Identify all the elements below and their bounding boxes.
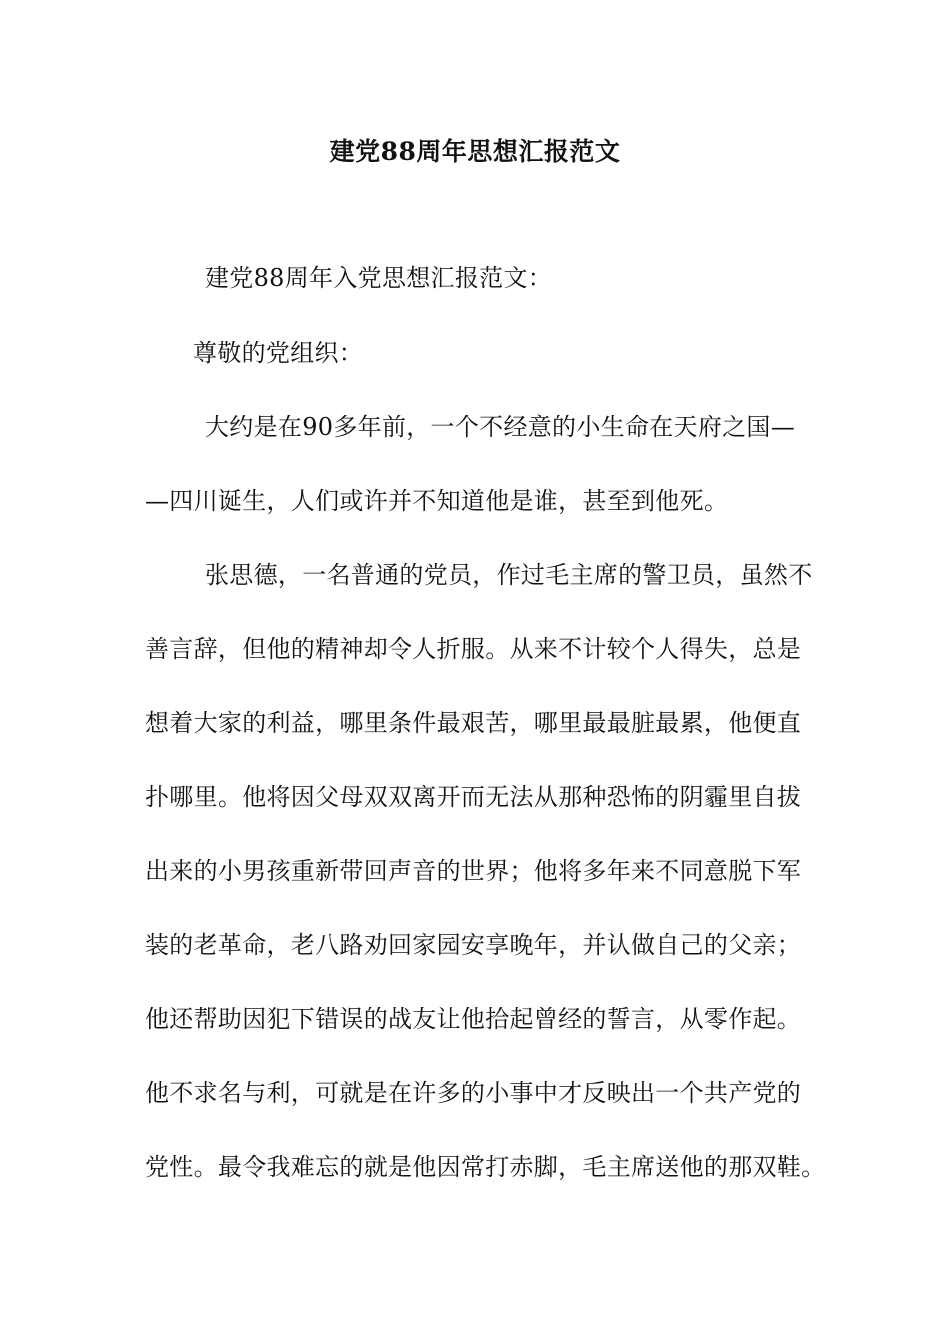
- paragraph-line-salutation: 尊敬的党组织：: [193, 339, 364, 367]
- paragraph-line: 张思德，一名普通的党员，作过毛主席的警卫员，虽然不: [205, 561, 813, 589]
- paragraph-line: 扑哪里。他将因父母双双离开而无法从那种恐怖的阴霾里自拔: [145, 783, 802, 811]
- paragraph-line: 想着大家的利益，哪里条件最艰苦，哪里最最脏最累，他便直: [145, 709, 802, 737]
- paragraph-line: 善言辞，但他的精神却令人折服。从来不计较个人得失，总是: [145, 635, 802, 663]
- paragraph-line: 他不求名与利，可就是在许多的小事中才反映出一个共产党的: [145, 1079, 802, 1107]
- paragraph-line: —四川诞生，人们或许并不知道他是谁，甚至到他死。: [145, 487, 729, 515]
- paragraph-line: 他还帮助因犯下错误的战友让他拾起曾经的誓言，从零作起。: [145, 1005, 802, 1033]
- paragraph-line: 装的老革命，老八路劝回家园安享晚年，并认做自己的父亲；: [145, 931, 802, 959]
- paragraph-line-heading: 建党88周年入党思想汇报范文：: [205, 264, 553, 292]
- document-title: 建党88周年思想汇报范文: [329, 137, 621, 166]
- paragraph-line: 大约是在90多年前，一个不经意的小生命在天府之国—: [205, 413, 796, 441]
- paragraph-line: 党性。最令我难忘的就是他因常打赤脚，毛主席送他的那双鞋。: [145, 1153, 826, 1181]
- paragraph-line: 出来的小男孩重新带回声音的世界；他将多年来不同意脱下军: [145, 857, 802, 885]
